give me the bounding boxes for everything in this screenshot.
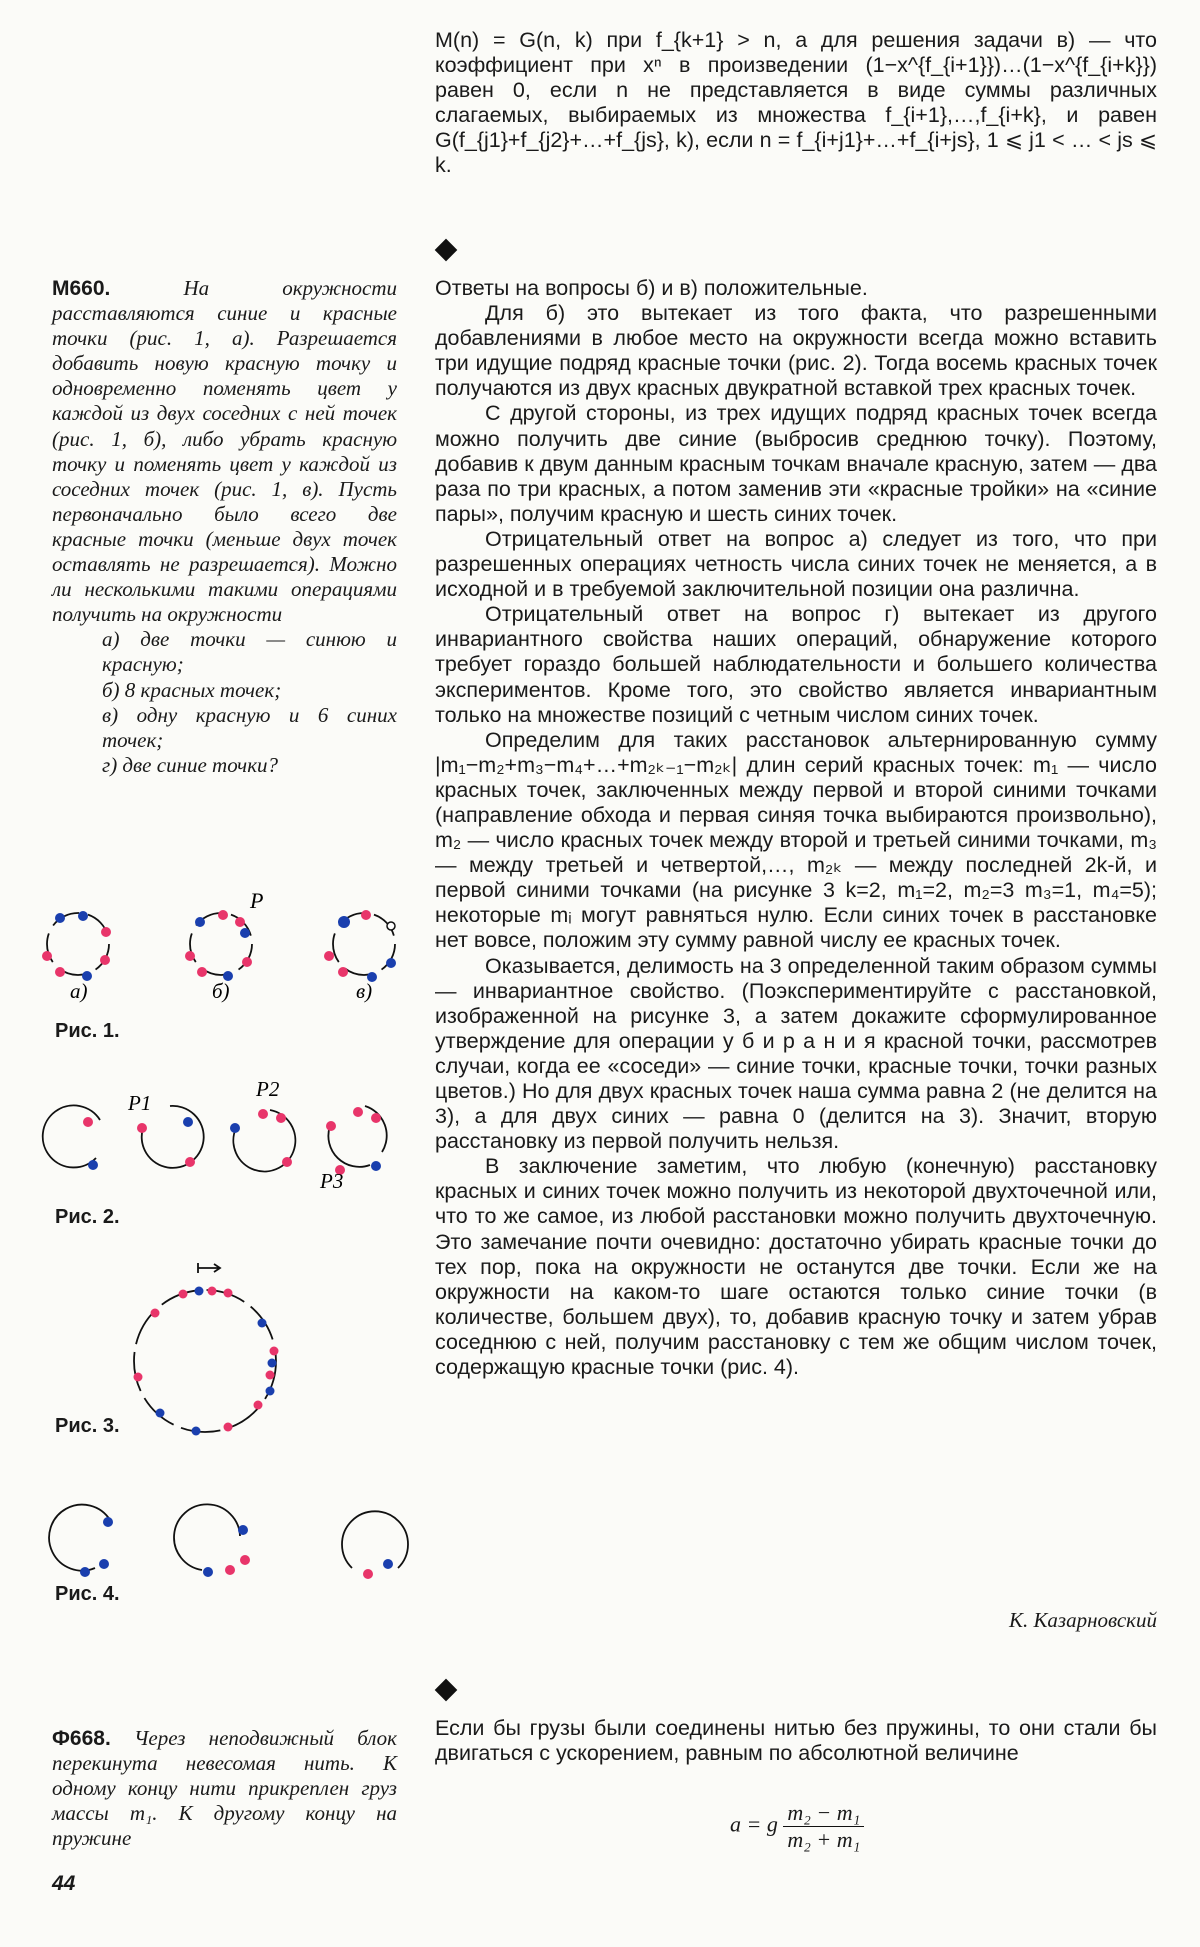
solution-paragraph: Отрицательный ответ на вопрос г) вытекает из другого инвариантного свойства наших операций, обнаружение которого требует гораздо большей наблюдательности и большего количества экспериментов. Кроме того, это свойство является инвариантным только на множестве позиций с четным числом синих точек. — [435, 602, 1157, 727]
figure-3-caption: Рис. 3. — [55, 1415, 120, 1437]
figure-1-point-label: P — [250, 888, 264, 913]
author-signature: К. Казарновский — [1009, 1608, 1157, 1632]
section-diamond-icon — [435, 239, 458, 262]
problem-option: б) 8 красных точек; — [102, 677, 282, 702]
problem-option: а) две точки — синюю и красную; — [102, 627, 397, 677]
figure-2-label-p3: P3 — [320, 1169, 344, 1193]
solution-paragraph: Отрицательный ответ на вопрос а) следует из того, что при разрешенных операциях четность числа синих точек не меняется, а в исходной и в требуемой заключительной позиции она различна. — [435, 526, 1157, 602]
figure-4 — [40, 1490, 420, 1580]
solution-paragraph: Оказывается, делимость на 3 определенной таким образом суммы — инвариантное свойство. (Поэкспериментируйте с расстановкой, изображенной на рисунке 3, а затем докажите сформулированное утверждение для операции у б и р а н и я красной точки, рассмотрев случаи, когда ее «соседи» — синие точки, красные точки, точки разных цветов.) Но для двух красных точек наша сумма равна 2 (не делится на 3), а для двух синих — равна 0 (делится на 3). Значит, вторую расстановку из первой получить нельзя. — [435, 953, 1157, 1154]
problem-text: На окружности расставляются синие и красные точки (рис. 1, а). Разрешается добавить новую красную точку и одновременно поменять цвет у каждой из двух соседних с ней точек (рис. 1, б), либо убрать красную точку и поменять цвет у каждой из соседних точек (рис. 1, в). Пусть первоначально было всего две красные точки (меньше двух точек оставлять не разрешается). Можно ли несколькими такими операциями получить на окружности — [52, 276, 398, 627]
problem-text: Через неподвижный блок перекинута невесомая нить. К одному концу нити прикреплен груз массы m₁. К другому концу на пружине — [52, 1726, 397, 1851]
formula-lhs: a = g — [730, 1811, 778, 1837]
figure-1a-label: а) — [70, 979, 88, 1003]
figure-1 — [30, 880, 410, 1010]
figure-1-caption: Рис. 1. — [55, 1020, 120, 1042]
problem-f668 — [52, 1726, 397, 1851]
figure-2-label-p1: P1 — [128, 1091, 152, 1115]
direction-arrow-icon — [198, 1263, 220, 1273]
figure-1c-label: в) — [356, 979, 373, 1003]
problem-option: г) две синие точки? — [102, 752, 279, 777]
section-diamond-icon — [435, 1679, 458, 1702]
solution-paragraph: Для б) это вытекает из того факта, что разрешенными добавлениями в любое место на окружности всегда можно вставить три идущие подряд красные точки (рис. 2). Тогда восемь красных точек получаются из двух красных двукратной вставкой трех красных точек. — [435, 301, 1157, 401]
page-number: 44 — [52, 1872, 76, 1895]
solution-f668 — [435, 1716, 1157, 1766]
formula-numerator: m₂ − m₁ — [783, 1800, 864, 1827]
acceleration-formula — [730, 1800, 864, 1853]
solution-paragraph: С другой стороны, из трех идущих подряд красных точек всегда можно получить две синие (выбросив среднюю точку). Поэтому, добавив к двум данным красным точкам вначале красную, затем — два раза по три красных, а потом заменив эти «красные тройки» на «синие пары», получим красную и шесть синих точек. — [435, 401, 1157, 526]
top-formula-paragraph: M(n) = G(n, k) при f_{k+1} > n, а для решения задачи в) — что коэффициент при xⁿ в произведении (1−x^{f_{i+1}})…(1−x^{f_{i+k}}) равен 0, если n не представляется в виде суммы различных слагаемых, выбираемых из множества f_{i+1},…,f_{i+k}, и равен G(f_{j1}+f_{j2}+…+f_{js}, k), если n = f_{i+j1}+…+f_{i+js}, 1 ⩽ j1 < … < js ⩽ k. — [435, 28, 1157, 178]
figure-2 — [30, 1070, 410, 1200]
problem-option: в) одну красную и 6 синих точек; — [102, 702, 397, 752]
solution-paragraph: В заключение заметим, что любую (конечную) расстановку красных и синих точек можно получить из некоторой двухточечной или, что то же самое, из любой расстановки можно получить двухточечную. Это замечание почти очевидно: достаточно убирать красные точки до тех пор, пока на окружности не останутся две точки. Если же на окружности на каком-то шаге остаются только синие точки (в количестве, большем двух), то, добавив красную точку и затем убрав соседнюю с ней, получим расстановку с тем же общим числом точек, содержащую красные точки (рис. 4). — [435, 1154, 1157, 1380]
top-continuation-text — [435, 28, 1157, 179]
figure-3 — [120, 1255, 300, 1445]
formula-denominator: m₂ + m₁ — [787, 1827, 861, 1852]
solution-paragraph: Если бы грузы были соединены нитью без пружины, то они стали бы двигаться с ускорением, равным по абсолютной величине — [435, 1716, 1157, 1766]
figure-4-caption: Рис. 4. — [55, 1583, 120, 1605]
solution-paragraph: Ответы на вопросы б) и в) положительные. — [435, 276, 868, 300]
figure-1b-label: б) — [212, 979, 230, 1003]
solution-m660 — [435, 276, 1157, 1380]
problem-number: Ф668. — [52, 1727, 111, 1750]
figure-2-label-p2: P2 — [256, 1077, 280, 1101]
problem-number: M660. — [52, 277, 111, 300]
solution-paragraph: Определим для таких расстановок альтернированную сумму |m₁−m₂+m₃−m₄+…+m₂ₖ₋₁−m₂ₖ| длин серий красных точек: m₁ — число красных точек, заключенных между первой и второй синими точками (направление обхода и первая синяя точка выбираются произвольно), m₂ — число красных точек между второй и третьей синими точками, m₃ — между третьей и четвертой,…, m₂ₖ — между последней 2k-й, и первой синими точками (на рисунке 3 k=2, m₁=2, m₂=3 m₃=1, m₄=5); некоторые mᵢ могут равняться нулю. Если синих точек в расстановке нет вовсе, положим эту сумму равной числу ее красных точек. — [435, 727, 1157, 953]
figure-2-caption: Рис. 2. — [55, 1206, 120, 1228]
problem-m660 — [52, 276, 397, 778]
